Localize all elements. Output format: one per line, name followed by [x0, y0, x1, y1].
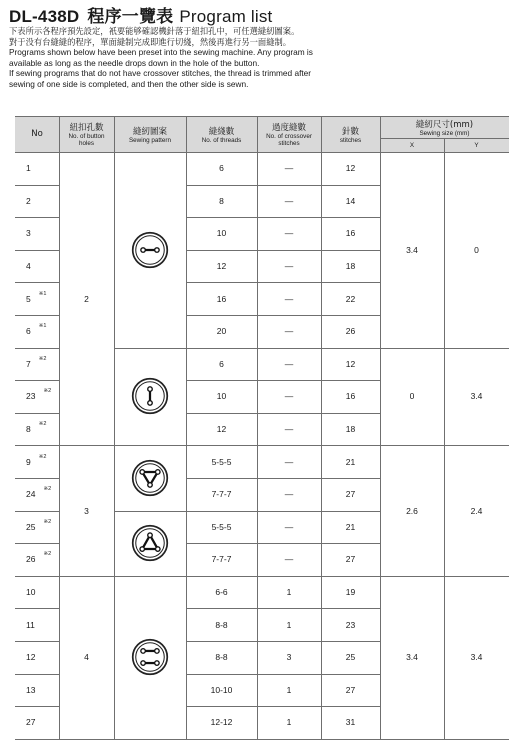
- program-number-text: 8: [26, 424, 31, 435]
- stitch-count: 21: [345, 456, 356, 467]
- note-mark: ※2: [43, 486, 52, 493]
- thread-count: 8: [219, 195, 224, 206]
- crossover-count: —: [284, 521, 294, 532]
- sewing-size-y: 3.4: [470, 391, 483, 402]
- button-hole-count: 3: [84, 505, 89, 516]
- thread-count: 10: [216, 228, 227, 239]
- stitch-count: 18: [345, 261, 356, 272]
- stitch-count: 22: [345, 293, 356, 304]
- button-hole-count: 4: [84, 652, 89, 663]
- note-mark: ※2: [38, 421, 47, 428]
- thread-count: 8-8: [215, 619, 228, 630]
- intro-line: 下表所示各程序預先設定，衹要能够確認機針落于紐扣孔中，可任選縫紉圖案。: [9, 26, 300, 36]
- program-number-text: 27: [26, 717, 36, 728]
- page-title: [9, 2, 272, 27]
- intro-text: [9, 26, 505, 90]
- thread-count: 5-5-5: [211, 456, 232, 467]
- thread-count: 7-7-7: [211, 554, 232, 565]
- stitch-count: 26: [345, 326, 356, 337]
- crossover-count: —: [284, 489, 294, 500]
- sewing-size-x: 0: [409, 391, 415, 402]
- stitch-count: 21: [345, 521, 356, 532]
- sewing-size-x: 2.6: [406, 505, 418, 516]
- thread-count: 16: [216, 293, 227, 304]
- stitch-count: 12: [345, 358, 356, 369]
- note-mark: ※2: [38, 453, 47, 460]
- title-chinese: 程序一覽表: [87, 7, 174, 27]
- program-number-text: 5: [26, 293, 31, 304]
- header-threads: 縫綫數 No. of threads: [201, 126, 242, 144]
- intro-line: 對于没有台縫縫的程序，單面縫制完成即進行切綫，然後再進行另一面縫制。: [9, 36, 292, 47]
- sewing-size-y: 2.4: [470, 505, 483, 516]
- header-crossover: 過度縫數 No. of crossover stitches: [266, 123, 312, 147]
- stitch-count: 19: [345, 587, 356, 598]
- thread-count: 10: [216, 391, 227, 402]
- crossover-count: —: [284, 195, 294, 206]
- thread-count: 10-10: [210, 684, 233, 695]
- program-number-text: 3: [26, 228, 31, 239]
- crossover-count: —: [284, 163, 294, 174]
- thread-count: 6: [219, 358, 224, 369]
- thread-count: 6: [219, 163, 224, 174]
- two-hole-vertical-icon: [114, 348, 186, 446]
- thread-count: 5-5-5: [211, 521, 232, 532]
- program-table: [15, 116, 509, 734]
- stitch-count: 12: [345, 163, 356, 174]
- stitch-count: 31: [345, 717, 356, 728]
- note-mark: ※2: [43, 518, 52, 525]
- stitch-count: 27: [345, 684, 356, 695]
- crossover-count: —: [284, 261, 294, 272]
- sewing-size-x: 3.4: [406, 244, 418, 255]
- intro-line: If sewing programs that do not have crossover stitches, the thread is trimmed after: [9, 68, 312, 79]
- button-hole-count: 2: [84, 293, 89, 304]
- header-no: No: [31, 129, 43, 139]
- program-number-text: 1: [26, 163, 31, 174]
- header-size-x: X: [409, 141, 415, 149]
- thread-count: 8-8: [215, 652, 228, 663]
- crossover-count: —: [284, 326, 294, 337]
- crossover-count: —: [284, 228, 294, 239]
- crossover-count: 1: [286, 587, 292, 598]
- crossover-count: 3: [286, 652, 292, 663]
- crossover-count: —: [284, 358, 294, 369]
- header-sewing-pattern: 縫紉圖案 Sewing pattern: [128, 126, 171, 144]
- program-number-text: 11: [26, 619, 35, 630]
- crossover-count: —: [284, 456, 294, 467]
- crossover-count: 1: [286, 684, 292, 695]
- header-sewing-size: 縫紉尺寸(mm) Sewing size (mm): [415, 119, 474, 137]
- stitch-count: 14: [345, 195, 356, 206]
- crossover-count: —: [284, 293, 294, 304]
- note-mark: ※2: [43, 388, 52, 395]
- two-hole-horizontal-icon: [114, 152, 186, 348]
- stitch-count: 16: [345, 391, 356, 402]
- note-mark: ※2: [43, 551, 52, 558]
- crossover-count: —: [284, 554, 294, 565]
- four-hole-square-icon: [114, 576, 186, 739]
- crossover-count: 1: [286, 619, 292, 630]
- program-number-text: 26: [26, 554, 36, 565]
- three-hole-triangle-up-icon: [114, 511, 186, 576]
- program-number-text: 24: [26, 489, 36, 500]
- sewing-size-x: 3.4: [406, 652, 418, 663]
- table-top-border: [15, 116, 509, 117]
- program-number-text: 6: [26, 326, 31, 337]
- stitch-count: 18: [345, 424, 356, 435]
- stitch-count: 25: [345, 652, 356, 663]
- stitch-count: 27: [345, 489, 356, 500]
- program-number-text: 12: [26, 652, 36, 663]
- thread-count: 12: [216, 424, 227, 435]
- program-number-text: 13: [26, 684, 36, 695]
- stitch-count: 16: [345, 228, 356, 239]
- crossover-count: —: [284, 424, 294, 435]
- note-mark: ※1: [38, 323, 47, 330]
- crossover-count: —: [284, 391, 294, 402]
- program-number-text: 9: [26, 456, 31, 467]
- header-button-holes: 紐扣孔數 No. of button holes: [68, 123, 105, 147]
- program-number-text: 4: [26, 261, 31, 272]
- program-number-text: 25: [26, 521, 36, 532]
- thread-count: 6-6: [215, 587, 228, 598]
- title-english: Program list: [179, 7, 273, 26]
- intro-line: sewing of one side is completed, and then the other side is sewn.: [9, 78, 249, 89]
- note-mark: ※2: [38, 355, 47, 362]
- sewing-size-y: 3.4: [470, 652, 483, 663]
- stitch-count: 23: [345, 619, 356, 630]
- program-number-text: 10: [26, 587, 36, 598]
- note-mark: ※1: [38, 290, 47, 297]
- thread-count: 20: [216, 326, 227, 337]
- sewing-size-y: 0: [474, 244, 479, 255]
- three-hole-triangle-down-icon: [114, 445, 186, 510]
- crossover-count: 1: [286, 717, 292, 728]
- header-size-y: Y: [474, 141, 479, 149]
- model-name: DL-438D: [9, 7, 80, 26]
- program-number-text: 2: [26, 195, 31, 206]
- thread-count: 12: [216, 261, 227, 272]
- header-stitches: 針數 stitches: [339, 126, 362, 144]
- intro-line: Programs shown below have been preset into the sewing machine. Any program is: [9, 47, 313, 58]
- thread-count: 12-12: [210, 717, 233, 728]
- intro-line: available as long as the needle drops down in the hole of the button.: [9, 57, 260, 68]
- program-number-text: 7: [26, 358, 31, 369]
- stitch-count: 27: [345, 554, 356, 565]
- thread-count: 7-7-7: [211, 489, 232, 500]
- program-number-text: 23: [26, 391, 36, 402]
